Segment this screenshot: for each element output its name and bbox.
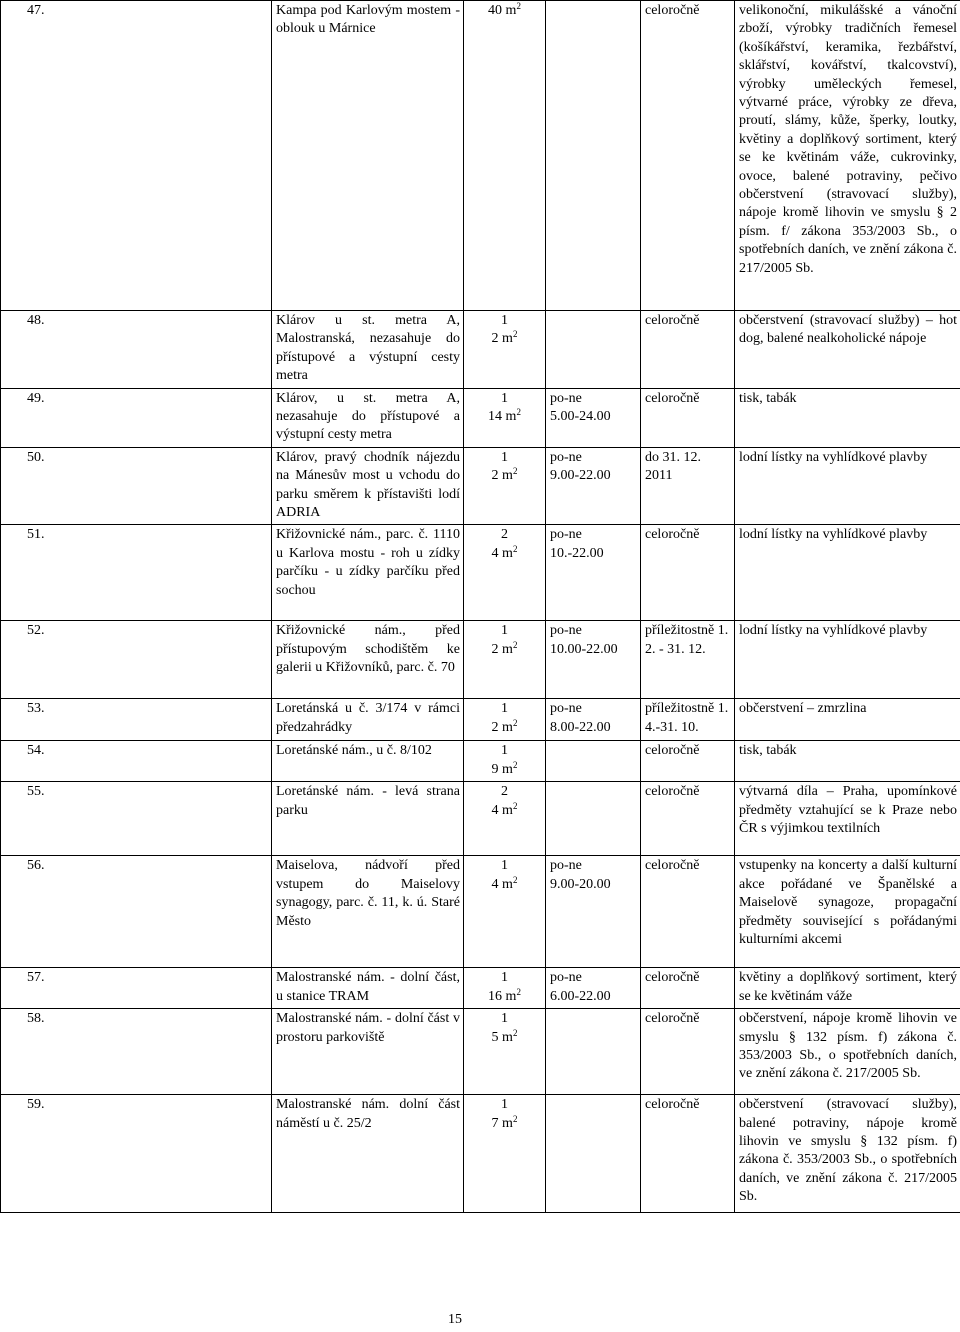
table-row xyxy=(1,1009,960,1095)
area-value: 4 m xyxy=(491,876,513,892)
hours-cell xyxy=(546,968,641,1009)
stand-area xyxy=(466,988,543,1006)
size-cell xyxy=(464,447,546,525)
hours-days: po-ne xyxy=(550,449,582,465)
page-number: 15 xyxy=(448,1312,462,1327)
stand-count: 1 xyxy=(501,623,508,639)
size-cell xyxy=(464,699,546,741)
row-number: 52. xyxy=(1,621,272,699)
row-number: 59. xyxy=(1,1095,272,1213)
size-cell xyxy=(464,968,546,1009)
location-cell: Loretánské nám., u č. 8/102 xyxy=(272,741,464,782)
stand-count: 1 xyxy=(501,701,508,717)
size-cell xyxy=(464,525,546,621)
location-cell: Klárov u st. metra A, Malostranská, nezasahuje do přístupové a výstupní cesty metra xyxy=(272,311,464,389)
size-cell xyxy=(464,311,546,389)
area-superscript: 2 xyxy=(512,874,518,885)
row-number: 54. xyxy=(1,741,272,782)
area-value: 5 m xyxy=(491,1029,513,1045)
hours-cell xyxy=(546,621,641,699)
hours-cell xyxy=(546,1,641,311)
stand-count: 2 xyxy=(501,527,508,543)
hours-cell xyxy=(546,525,641,621)
goods-cell: lodní lístky na vyhlídkové plavby xyxy=(735,621,960,699)
size-cell xyxy=(464,388,546,447)
stand-area xyxy=(466,761,543,779)
stand-count: 1 xyxy=(501,313,508,328)
hours-days: po-ne xyxy=(550,390,582,406)
location-cell: Loretánské nám. - levá strana parku xyxy=(272,782,464,856)
row-number: 57. xyxy=(1,968,272,1009)
area-value: 2 m xyxy=(491,331,513,347)
area-superscript: 2 xyxy=(516,407,521,418)
hours-time: 6.00-22.00 xyxy=(550,988,611,1004)
goods-cell: občerstvení – zmrzlina xyxy=(735,699,960,741)
period-cell: příležitostně 1. 4.-31. 10. xyxy=(641,699,735,741)
location-cell: Klárov, u st. metra A, nezasahuje do přístupové a výstupní cesty metra xyxy=(272,388,464,447)
stand-count: 1 xyxy=(501,858,508,874)
row-number: 51. xyxy=(1,525,272,621)
stand-area xyxy=(466,467,543,485)
hours-days: po-ne xyxy=(550,858,582,874)
hours-cell xyxy=(546,311,641,389)
row-number: 55. xyxy=(1,782,272,856)
size-cell xyxy=(464,1009,546,1095)
location-cell: Kampa pod Karlovým mostem - oblouk u Márnice xyxy=(272,1,464,311)
location-cell: Malostranské nám. dolní část náměstí u č. 25/2 xyxy=(272,1095,464,1213)
row-number: 53. xyxy=(1,699,272,741)
stand-area xyxy=(466,1029,543,1047)
period-cell: celoročně xyxy=(641,388,735,447)
table-row xyxy=(1,311,960,389)
location-cell: Klárov, pravý chodník nájezdu na Mánesův most u vchodu do parku směrem k přístavišti lodí ADRIA xyxy=(272,447,464,525)
location-cell: Křižovnické nám., před přístupovým schodištěm ke galerii u Křižovníků, parc. č. 70 xyxy=(272,621,464,699)
hours-cell xyxy=(546,856,641,968)
stand-count: 1 xyxy=(501,970,508,986)
goods-cell: lodní lístky na vyhlídkové plavby xyxy=(735,525,960,621)
hours-time: 5.00-24.00 xyxy=(550,409,611,425)
table-row xyxy=(1,621,960,699)
area-value: 14 m xyxy=(488,409,517,425)
area-value: 2 m xyxy=(491,468,513,484)
table-row xyxy=(1,856,960,968)
hours-cell xyxy=(546,388,641,447)
location-cell: Křižovnické nám., parc. č. 1110 u Karlova mostu - roh u zídky parčíku - u zídky parčíku před sochou xyxy=(272,525,464,621)
table-row xyxy=(1,1,960,311)
hours-cell xyxy=(546,1095,641,1213)
location-cell: Malostranské nám. - dolní část v prostoru parkoviště xyxy=(272,1009,464,1095)
goods-cell: tisk, tabák xyxy=(735,388,960,447)
area-value: 7 m xyxy=(491,1115,513,1131)
stand-area xyxy=(466,1115,543,1133)
hours-time: 9.00-22.00 xyxy=(550,468,611,484)
period-cell: celoročně xyxy=(641,968,735,1009)
stand-area xyxy=(466,641,543,659)
table-row xyxy=(1,699,960,741)
location-cell: Loretánská u č. 3/174 v rámci předzahrádky xyxy=(272,699,464,741)
row-number: 48. xyxy=(1,311,272,389)
area-superscript: 2 xyxy=(512,1027,518,1038)
row-number: 49. xyxy=(1,388,272,447)
period-cell: celoročně xyxy=(641,525,735,621)
hours-cell xyxy=(546,699,641,741)
hours-time: 10.00-22.00 xyxy=(550,641,618,657)
size-cell xyxy=(464,856,546,968)
area-value: 4 m xyxy=(491,545,513,561)
area-superscript: 2 xyxy=(512,759,518,770)
table-row xyxy=(1,1095,960,1213)
hours-cell xyxy=(546,447,641,525)
area-superscript: 2 xyxy=(512,639,518,650)
stand-count: 1 xyxy=(501,390,508,406)
table-row xyxy=(1,447,960,525)
stand-count: 1 xyxy=(501,1097,508,1113)
period-cell: celoročně xyxy=(641,741,735,782)
hours-cell xyxy=(546,782,641,856)
table-row xyxy=(1,525,960,621)
size-cell xyxy=(464,782,546,856)
size-cell xyxy=(464,1,546,311)
stand-count: 1 xyxy=(501,1011,508,1027)
period-cell: celoročně xyxy=(641,1,735,311)
area-value: 2 m xyxy=(491,641,513,657)
stand-count: 1 xyxy=(501,743,508,759)
goods-cell: občerstvení, nápoje kromě lihovin ve smyslu § 132 písm. f) zákona č. 353/2003 Sb., o spotřebních daních, ve znění zákona č. 217/2005 Sb. xyxy=(735,1009,960,1095)
area-value: 40 m xyxy=(488,3,517,18)
period-cell: příležitostně 1. 2. - 31. 12. xyxy=(641,621,735,699)
hours-days: po-ne xyxy=(550,701,582,717)
stand-area xyxy=(466,545,543,563)
location-cell: Malostranské nám. - dolní část, u stanice TRAM xyxy=(272,968,464,1009)
hours-time: 9.00-20.00 xyxy=(550,876,611,892)
area-superscript: 2 xyxy=(512,800,518,811)
period-cell: celoročně xyxy=(641,782,735,856)
area-value: 2 m xyxy=(491,719,513,735)
hours-time: 8.00-22.00 xyxy=(550,719,611,735)
area-superscript: 2 xyxy=(512,717,518,728)
row-number: 50. xyxy=(1,447,272,525)
stand-area xyxy=(466,330,543,348)
stand-area xyxy=(466,408,543,426)
size-cell xyxy=(464,741,546,782)
stand-area xyxy=(466,719,543,737)
size-cell xyxy=(464,1095,546,1213)
hours-time: 10.-22.00 xyxy=(550,545,604,561)
stand-count: 2 xyxy=(501,784,508,800)
table-row xyxy=(1,388,960,447)
goods-cell: květiny a doplňkový sortiment, který se ke květinám váže xyxy=(735,968,960,1009)
area-superscript: 2 xyxy=(512,329,518,340)
size-cell xyxy=(464,621,546,699)
period-cell: celoročně xyxy=(641,1095,735,1213)
hours-cell xyxy=(546,1009,641,1095)
goods-cell: tisk, tabák xyxy=(735,741,960,782)
area-value: 16 m xyxy=(488,988,517,1004)
area-superscript: 2 xyxy=(512,466,518,477)
goods-cell: vstupenky na koncerty a další kulturní akce pořádané ve Španělské a Maiselově synagoze, propagační předměty související s pořádanými kulturními akcemi xyxy=(735,856,960,968)
goods-cell: velikonoční, mikulášské a vánoční zboží, výrobky tradičních řemesel (košíkářství, keramika, řezbářství, sklářství, kovářství, tkalcovství), výrobky uměleckých řemesel, výtvarné práce, výrobky ze dřeva, proutí, slámy, kůže, šperky, loutky, květiny a doplňkový sortiment, který se ke květinám váže, cukrovinky, ovoce, balené potraviny, pečivo občerstvení (stravovací služby), nápoje kromě lihovin ve smyslu § 2 písm. f/ zákona 353/2003 Sb., o spotřebních daních, ve znění zákona č. 217/2005 Sb. xyxy=(735,1,960,311)
row-number: 56. xyxy=(1,856,272,968)
hours-days: po-ne xyxy=(550,527,582,543)
period-cell: celoročně xyxy=(641,311,735,389)
stand-area xyxy=(466,876,543,894)
hours-cell xyxy=(546,741,641,782)
goods-cell: občerstvení (stravovací služby), balené potraviny, nápoje kromě lihovin ve smyslu § 132 písm. f) zákona č. 353/2003 Sb., o spotřebních daních, ve znění zákona č. 217/2005 Sb. xyxy=(735,1095,960,1213)
table-row xyxy=(1,741,960,782)
location-cell: Maiselova, nádvoří před vstupem do Maiselovy synagogy, parc. č. 11, k. ú. Staré Město xyxy=(272,856,464,968)
area-value: 9 m xyxy=(491,761,513,777)
area-superscript: 2 xyxy=(512,543,518,554)
row-number: 47. xyxy=(1,1,272,311)
area-value: 4 m xyxy=(491,802,513,818)
hours-days: po-ne xyxy=(550,970,582,986)
hours-days: po-ne xyxy=(550,623,582,639)
area-superscript: 2 xyxy=(516,1,521,11)
period-cell: do 31. 12. 2011 xyxy=(641,447,735,525)
stand-area xyxy=(466,2,543,20)
area-superscript: 2 xyxy=(512,1113,518,1124)
goods-cell: občerstvení (stravovací služby) – hot dog, balené nealkoholické nápoje xyxy=(735,311,960,389)
goods-cell: lodní lístky na vyhlídkové plavby xyxy=(735,447,960,525)
period-cell: celoročně xyxy=(641,856,735,968)
table-row xyxy=(1,968,960,1009)
stand-area xyxy=(466,802,543,820)
row-number: 58. xyxy=(1,1009,272,1095)
goods-cell: výtvarná díla – Praha, upomínkové předměty vztahující se k Praze nebo ČR s výjimkou textilních xyxy=(735,782,960,856)
period-cell: celoročně xyxy=(641,1009,735,1095)
area-superscript: 2 xyxy=(516,986,521,997)
table-row xyxy=(1,782,960,856)
stand-count: 1 xyxy=(501,449,508,465)
